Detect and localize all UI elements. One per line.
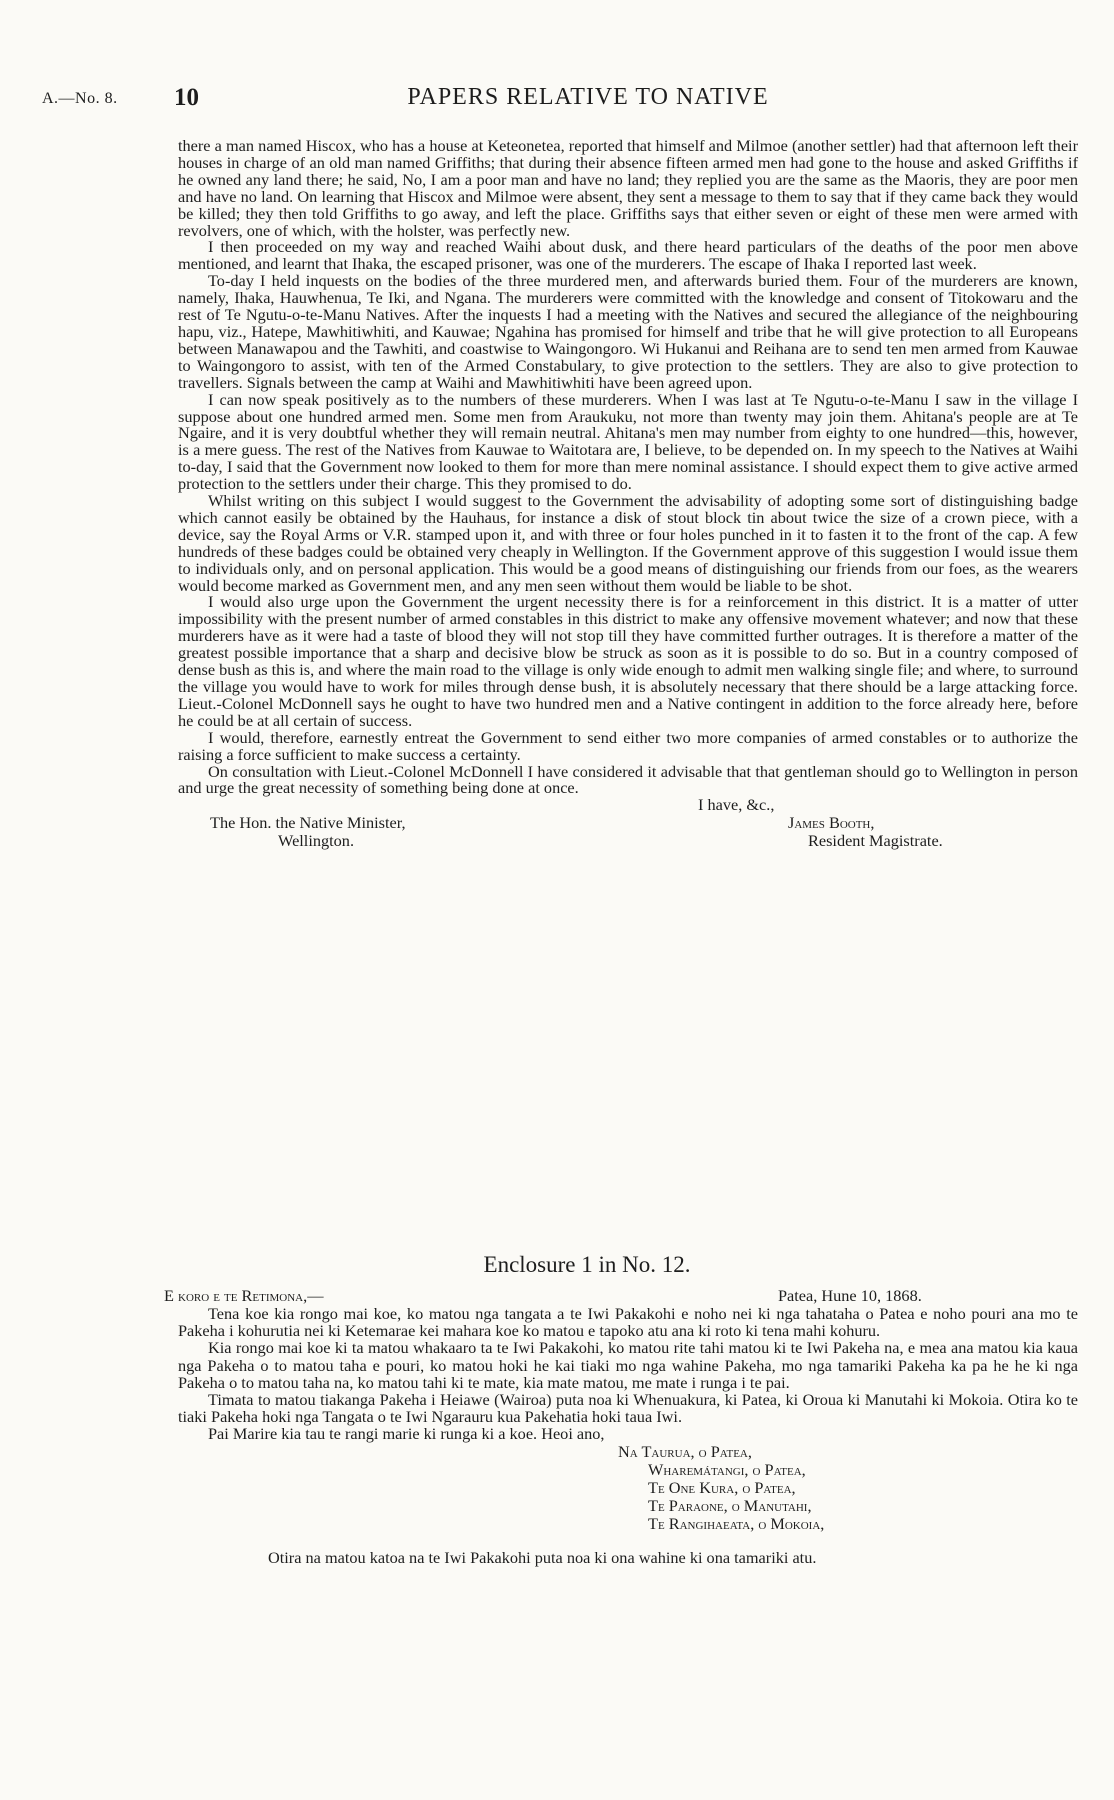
addressee-location: Wellington. [278,831,355,851]
enclosure-paragraph: Pai Marire kia tau te rangi marie ki runga ki a koe. Heoi ano, [208,1424,605,1444]
letter-paragraph: I would, therefore, earnestly entreat the Government to send either two more companies of armed constables or to authorize the raising a force sufficient to make success a certainty. [178,727,1078,764]
letter-paragraph: On consultation with Lieut.-Colonel McDonnell I have considered it advisable that that gentleman should go to Wellington in person and urge the great necessity of something being done at once. [178,761,1078,798]
enclosure-heading: Enclosure 1 in No. 12. [483,1252,691,1277]
enclosure-body [164,1286,1078,1567]
signatory: Na Taurua, o Patea, [618,1441,752,1461]
enclosure-closing: Otira na matou katoa na te Iwi Pakakohi puta noa ki ona wahine ki ona tamariki atu. [268,1547,817,1567]
enclosure-paragraph: Timata to matou tiakanga Pakeha i Heiawe (Wairoa) puta noa ki Whenuakura, ki Patea, ki Oroua ki Manutahi ki Mokoia. Otira ko te tiaki Pakeha hoki nga Tangata o te Iwi Ngarauru kua Pakehatia hoki taua Iwi. [178,1390,1078,1427]
letter-paragraph: I can now speak positively as to the numbers of these murderers. When I was last at Te Ngutu-o-te-Manu I saw in the village I suppose about one hundred armed men. Some men from Araukuku, not more than twenty may join them. Ahitana's people are at Te Ngaire, and it is very doubtful whether they will remain neutral. Ahitana's men may number from eighty to one hundred—this, however, is a mere guess. The rest of the Natives from Kauwae to Waitotara are, I believe, to be depended on. In my speech to the Natives at Waihi to-day, I said that the Government now looked to them for more than mere nominal assistance. I should expect them to give active armed protection to the settlers under their charge. This they promised to do. [178,389,1078,494]
signatory: Wharemátangi, o Patea, [648,1459,806,1479]
signature-title: Resident Magistrate. [808,831,943,851]
letter-paragraph: I then proceeded on my way and reached Waihi about dusk, and there heard particulars of the deaths of the poor men above mentioned, and learnt that Ihaka, the escaped prisoner, was one of the murderers. The escape of Ihaka I reported last week. [178,237,1078,274]
page-number: 10 [174,84,199,111]
letter-paragraph: I would also urge upon the Government the urgent necessity there is for a reinforcement in this district. It is a matter of utter impossibility with the present number of armed constables in this district to make any offensive movement whatever; and now that these murderers have as it were had a taste of blood they will not stop till they have committed further outrages. It is therefore a matter of the greatest possible importance that a sharp and decisive blow be struck as soon as it is possible to do so. But in a country composed of dense bush as this is, and where the main road to the village is only wide enough to admit men walking single file; and where, to surround the village you would have to work for miles through dense bush, it is absolutely necessary that there should be a large attacking force. Lieut.-Colonel McDonnell says he ought to have two hundred men and a Native contingent in addition to the force already here, before he could be at all certain of success. [178,592,1078,730]
enclosure-paragraph: Tena koe kia rongo mai koe, ko matou nga tangata a te Iwi Pakakohi e noho nei ki nga tahataha o Patea e noho pouri ana mo te Pakeha i kohurutia nei ki Ketemarae kei mahara koe ko matou e tapoko atu ana ki roto ki tena mahi kohuru. [178,1304,1078,1341]
enclosure-paragraph: Kia rongo mai koe ki ta matou whakaaro ta te Iwi Pakakohi, ko matou rite tahi matou ki te Iwi Pakeha na, e mea ana matou kia kaua nga Pakeha o to matou taha e pouri, ko matou hoki he kai tiaki mo nga wahine Pakeha, mo nga tamariki Pakeha ka pa he he ki nga Pakeha o to matou taha na, ko matou tahi ki te mate, kia mate matou, me mate i runga i te pai. [178,1338,1078,1392]
signatory: Te Paraone, o Manutahi, [648,1495,812,1515]
letter-paragraph: Whilst writing on this subject I would suggest to the Government the advisability of adopting some sort of distinguishing badge which cannot easily be obtained by the Hauhaus, for instance a disk of stout block tin about twice the size of a crown piece, with a device, say the Royal Arms or V.R. stamped upon it, and with three or four holes punched in it to fasten it to the front of the cap. A few hundreds of these badges could be obtained very cheaply in Wellington. If the Government approve of this suggestion I would issue them to individuals only, and on personal application. This would be a good means of distinguishing our friends from our foes, as the wearers would become marked as Government men, and any men seen without them would be liable to be shot. [178,491,1078,595]
letter-body [178,138,1078,867]
letter-paragraph: To-day I held inquests on the bodies of the three murdered men, and afterwards buried them. Four of the murderers are known, namely, Ihaka, Hauwhenua, Te Iki, and Ngana. The murderers were committed with the knowledge and consent of Titokowaru and the rest of Te Ngutu-o-te-Manu Natives. After the inquests I had a meeting with the Natives and secured the allegiance of the neighbouring hapu, viz., Hatepe, Mawhitiwhiti, and Kauwae; Ngahina has promised for himself and tribe that he will give protection to all Europeans between Manawapou and the Tawhiti, and coastwise to Waingongoro. Wi Hukanui and Reihana are to send ten men armed from Kauwae to Waingongoro to assist, with ten of the Armed Constabulary, to give protection to the settlers. They are also to give protection to travellers. Signals between the camp at Waihi and Mawhitiwhiti have been agreed upon. [178,271,1078,392]
letter-signoff [178,797,1078,867]
enclosure-place-date: Patea, Hune 10, 1868. [778,1286,922,1305]
closing-formula: I have, &c., [698,795,775,815]
running-title: PAPERS RELATIVE TO NATIVE [407,84,769,110]
signature-name: James Booth, [788,813,875,833]
enclosure-salutation: E koro e te Retimona,— [164,1286,324,1305]
addressee: The Hon. the Native Minister, [210,813,406,833]
page-header [42,84,1074,114]
enclosure-salutation-line [164,1286,1078,1305]
signatory: Te Rangihaeata, o Mokoia, [648,1513,825,1533]
series-number: A.—No. 8. [42,90,118,107]
letter-paragraph: there a man named Hiscox, who has a house at Keteonetea, reported that himself and Milmoe (another settler) had that afternoon left their houses in charge of an old man named Griffiths; that during their absence fifteen armed men had gone to the house and asked Griffiths if he owned any land there; he said, No, I am a poor man and have no land; they replied you are the same as the Maoris, they are poor men and have no land. On learning that Hiscox and Milmoe were absent, they sent a message to them to say that if they came back they would be killed; they then told Griffiths to go away, and left the place. Griffiths says that either seven or eight of these men were armed with revolvers, one of which, with the holster, was perfectly new. [178,136,1078,240]
enclosure-signatories [178,1443,1078,1549]
signatory: Te One Kura, o Patea, [648,1477,796,1497]
